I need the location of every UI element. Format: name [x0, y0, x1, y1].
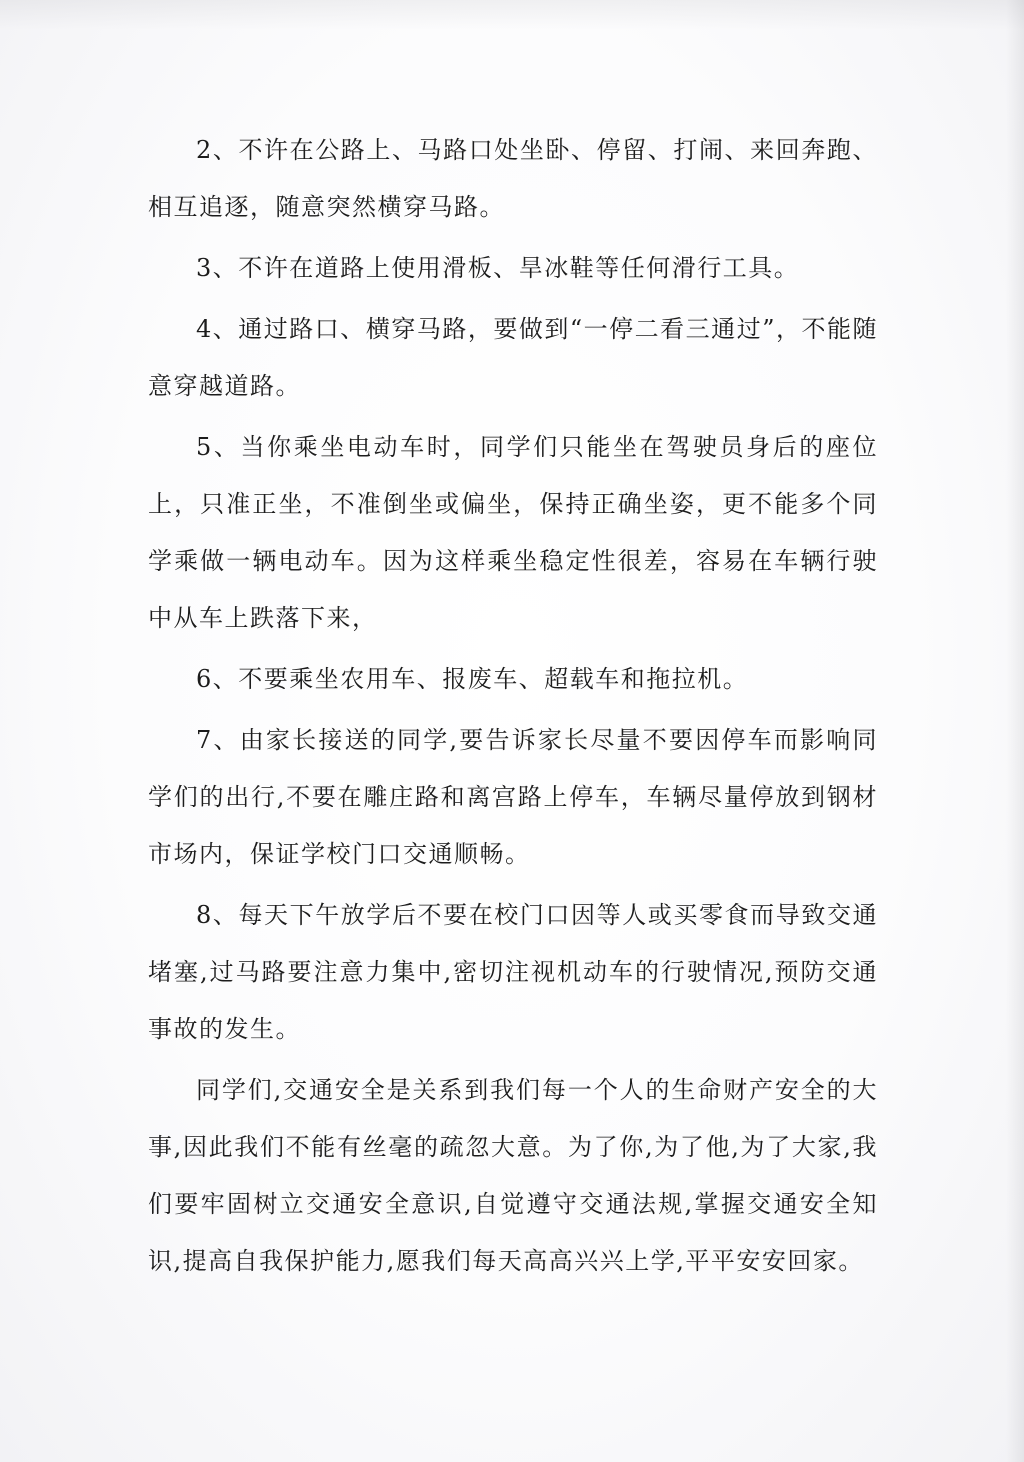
paragraph-rule-6: 6、不要乘坐农用车、报废车、超载车和拖拉机。 [196, 665, 749, 693]
paragraph-rule-7: 7、由家长接送的同学,要告诉家长尽量不要因停车而影响同学们的出行,不要在雕庄路和离宫路上停车，车辆尽量停放到钢材市场内，保证学校门口交通顺畅。 [148, 726, 878, 868]
scan-shadow-top [0, 0, 1024, 30]
scan-shadow-right [1006, 0, 1024, 1462]
paragraph-rule-8: 8、每天下午放学后不要在校门口因等人或买零食而导致交通堵塞,过马路要注意力集中,密切注视机动车的行驶情况,预防交通事故的发生。 [148, 901, 878, 1043]
paragraph-closing: 同学们,交通安全是关系到我们每一个人的生命财产安全的大事,因此我们不能有丝毫的疏忽大意。为了你,为了他,为了大家,我们要牢固树立交通安全意识,自觉遵守交通法规,掌握交通安全知识,提高自我保护能力,愿我们每天高高兴兴上学,平平安安回家。 [148, 1076, 878, 1275]
paragraph-rule-5: 5、当你乘坐电动车时，同学们只能坐在驾驶员身后的座位上，只准正坐，不准倒坐或偏坐，保持正确坐姿，更不能多个同学乘做一辆电动车。因为这样乘坐稳定性很差，容易在车辆行驶中从车上跌落下来， [148, 433, 878, 632]
paragraph-rule-2: 2、不许在公路上、马路口处坐卧、停留、打闹、来回奔跑、相互追逐，随意突然横穿马路。 [148, 136, 878, 221]
paragraph-rule-4: 4、通过路口、横穿马路，要做到“一停二看三通过”，不能随意穿越道路。 [148, 315, 878, 400]
paragraph-rule-3: 3、不许在道路上使用滑板、旱冰鞋等任何滑行工具。 [196, 254, 800, 282]
document-body [148, 122, 878, 1290]
